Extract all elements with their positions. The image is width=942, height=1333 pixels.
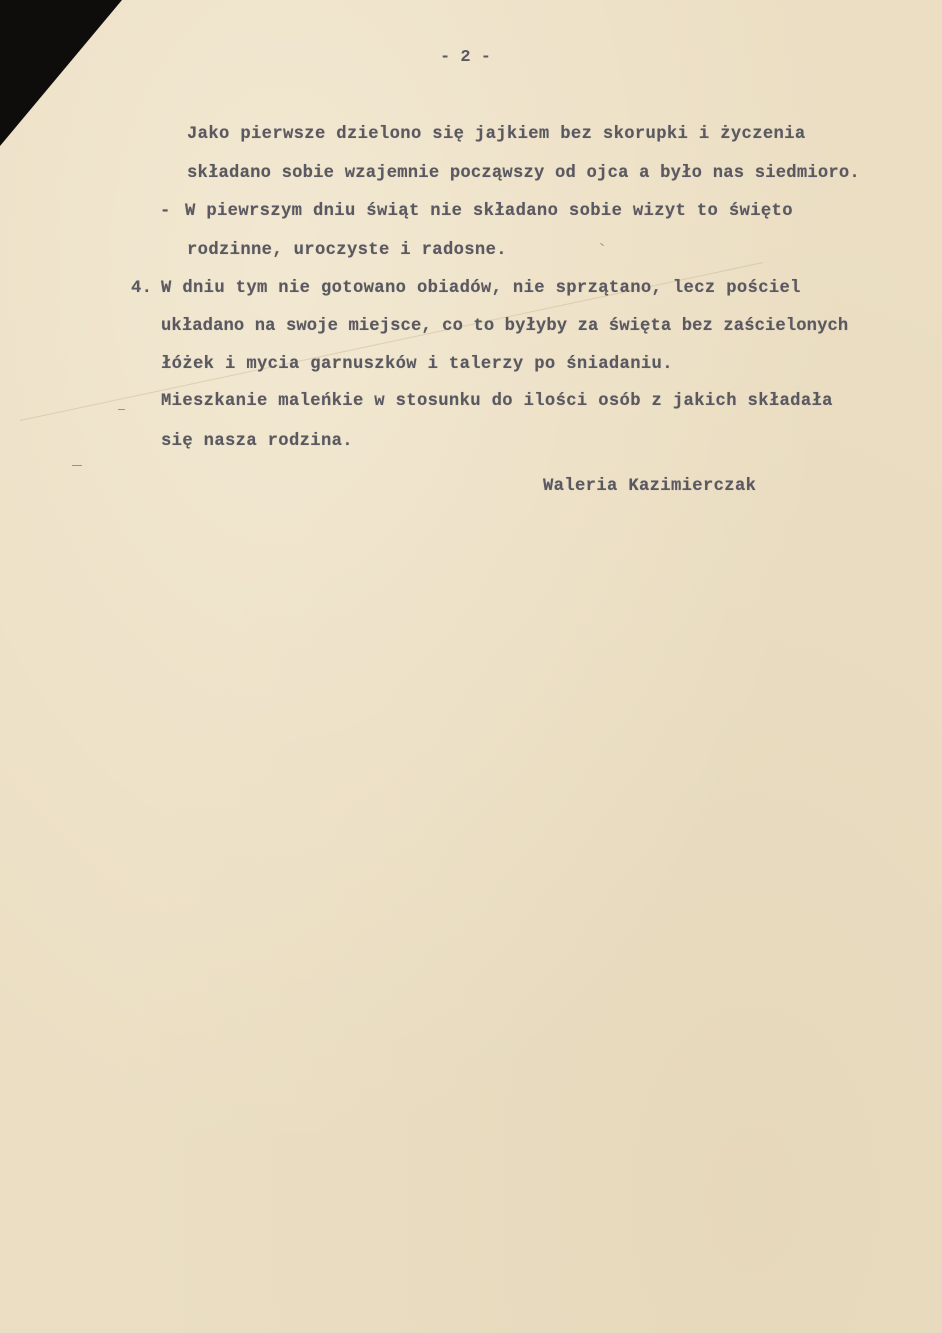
paragraph-1-line-1: Jako pierwsze dzielono się jajkiem bez skorupki i życzenia: [187, 125, 806, 144]
margin-mark: [72, 465, 82, 466]
signature: Waleria Kazimierczak: [543, 477, 757, 496]
paragraph-3-line-1: W dniu tym nie gotowano obiadów, nie sprzątano, lecz pościel: [161, 279, 801, 298]
paragraph-2-marker: -: [160, 202, 171, 221]
paragraph-3-line-3: łóżek i mycia garnuszków i talerzy po śniadaniu.: [161, 355, 673, 374]
paragraph-4-line-1: Mieszkanie maleńkie w stosunku do ilości osób z jakich składała: [161, 392, 833, 411]
page-number: - 2 -: [440, 48, 492, 67]
paragraph-3-line-2: układano na swoje miejsce, co to byłyby za święta bez zaścielonych: [161, 317, 849, 336]
paragraph-2-line-2: rodzinne, uroczyste i radosne.: [187, 241, 507, 260]
margin-mark: [600, 243, 604, 246]
paragraph-2-line-1: W piewrszym dniu świąt nie składano sobie wizyt to święto: [185, 202, 793, 221]
paragraph-1-line-2: składano sobie wzajemnie począwszy od ojca a było nas siedmioro.: [187, 164, 860, 183]
margin-mark: [118, 409, 125, 410]
scan-corner-shadow: [0, 0, 122, 146]
paragraph-4-line-2: się nasza rodzina.: [161, 432, 353, 451]
paragraph-3-marker: 4.: [131, 279, 153, 298]
